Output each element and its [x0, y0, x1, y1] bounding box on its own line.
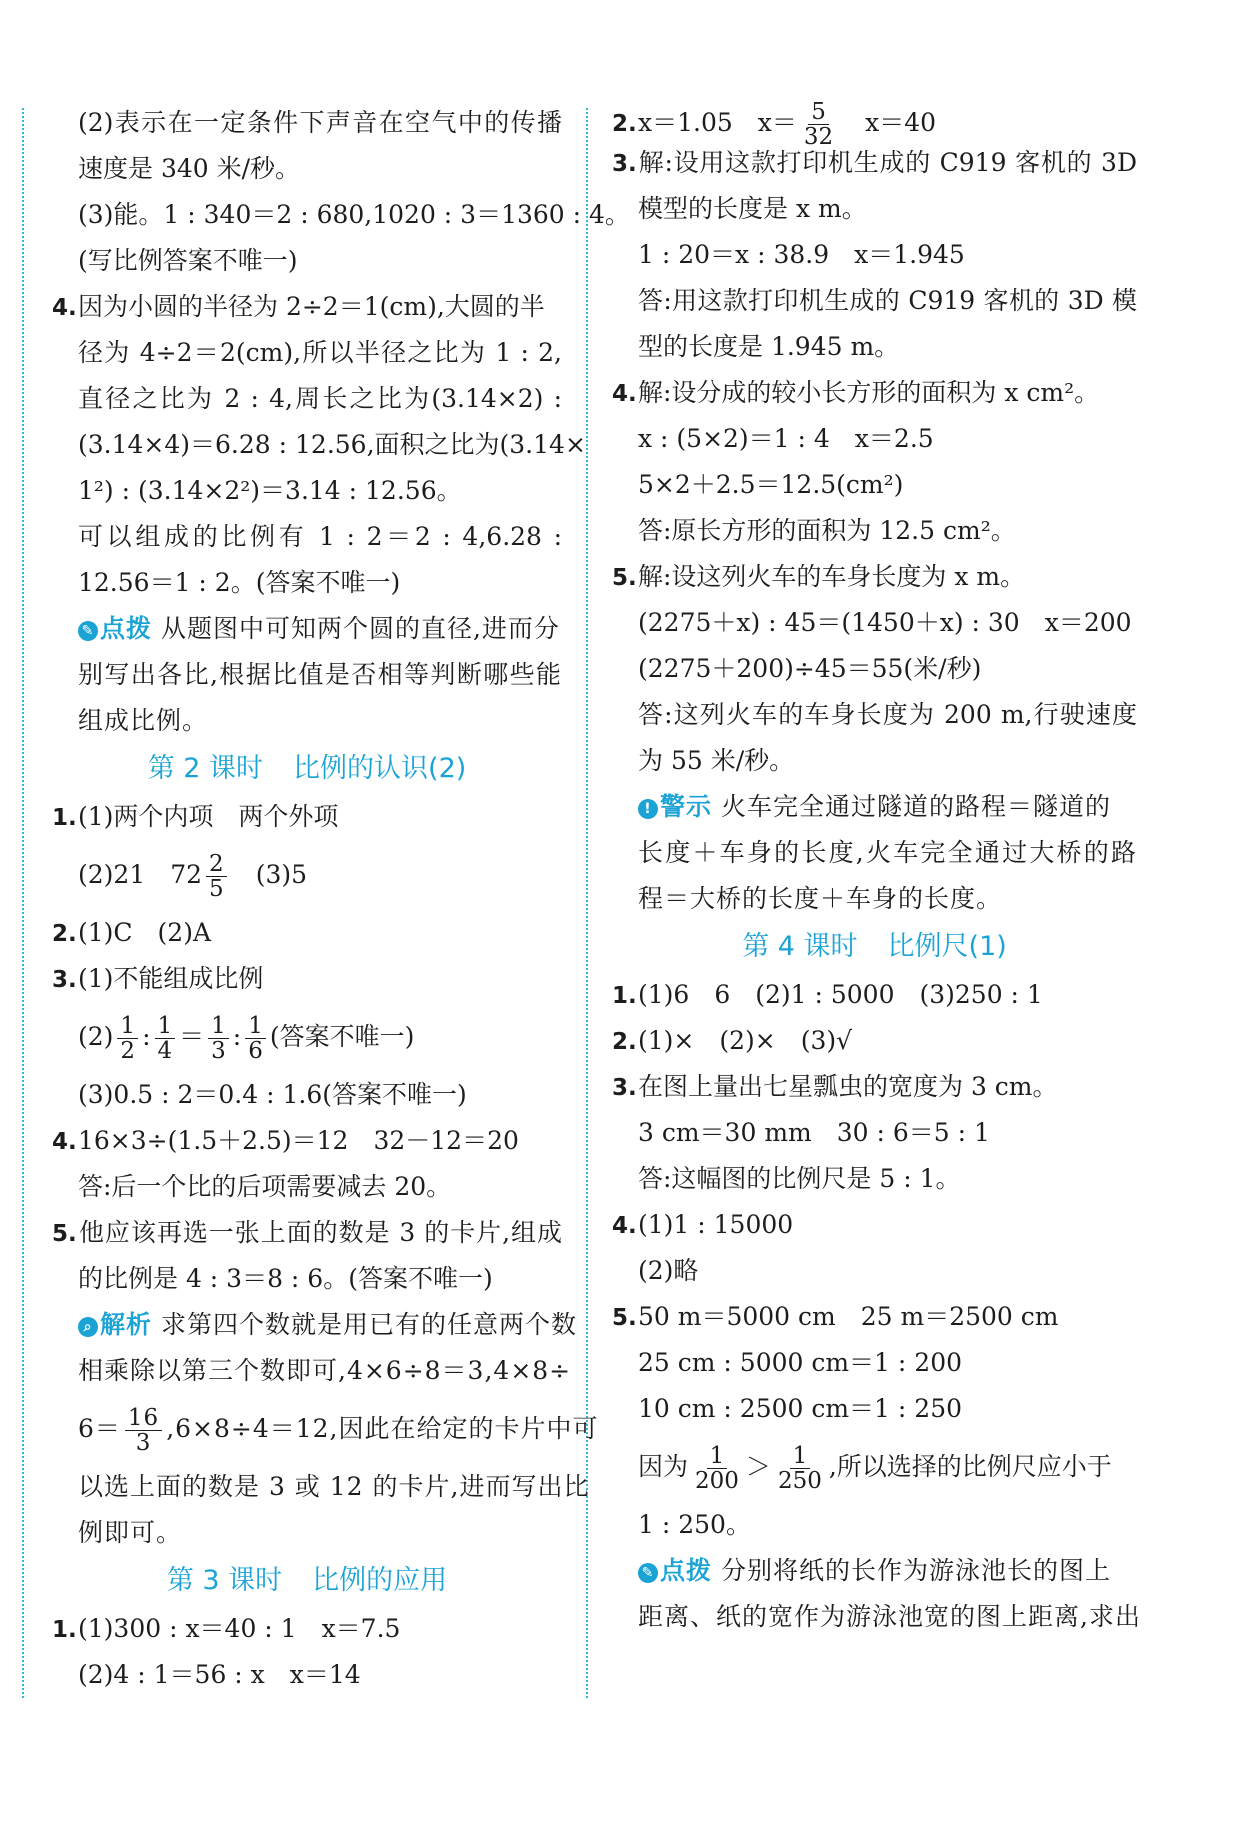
answer-line: 答:原长方形的面积为 12.5 cm²。: [638, 516, 1016, 545]
question-number: 1.: [612, 983, 637, 1009]
fraction: $\frac{1}{3}$: [208, 1014, 229, 1063]
question-number: 3.: [612, 151, 637, 177]
s4-question-3: 3.在图上量出七星瓢虫的宽度为 3 cm。: [612, 1064, 1137, 1110]
answer-line: 12.56＝1 : 2。(答案不唯一): [78, 568, 401, 597]
question-number: 5.: [612, 1305, 637, 1331]
fraction: $\frac{1}{250}$: [777, 1442, 822, 1494]
question-number: 4.: [52, 1129, 77, 1155]
tip-line: 组成比例。: [78, 706, 209, 735]
fraction: $\frac{2}{5}$: [206, 852, 227, 901]
question-3: 3.解:设用这款打印机生成的 C919 客机的 3D: [612, 140, 1137, 186]
fraction: $\frac{16}{3}$: [125, 1406, 162, 1455]
answer-line: 为 55 米/秒。: [638, 746, 795, 775]
answer-line: 1 : 20＝x : 38.9 x＝1.945: [638, 240, 965, 269]
question-5: 5.解:设这列火车的车身长度为 x m。: [612, 554, 1137, 600]
magnifier-badge-icon: ⌕: [78, 1317, 98, 1337]
question-number: 4.: [52, 295, 77, 321]
analysis-note: ⌕ 解析 求第四个数就是用已有的任意两个数: [52, 1302, 562, 1348]
s2-question-2: [52, 910, 562, 956]
s2-question-5: [52, 1210, 562, 1256]
answer-line: 型的长度是 1.945 m。: [638, 332, 900, 361]
s4-question-1: 1.(1)6 6 (2)1 : 5000 (3)250 : 1: [612, 972, 1137, 1018]
answer-line: 1 : 250。: [638, 1510, 751, 1539]
section-heading-lesson-3: 第 3 课时 比例的应用: [166, 1565, 448, 1596]
answer-line: (2275＋200)÷45＝55(米/秒): [638, 654, 982, 683]
answer-line: (写比例答案不唯一): [78, 246, 298, 275]
question-4: [52, 284, 562, 330]
answer-line: 因为 $\frac{1}{200}$ ＞ $\frac{1}{250}$ ,所以选择的比例尺应小于: [638, 1442, 1112, 1494]
question-number: 2.: [52, 921, 77, 947]
analysis-label: ⌕ 解析: [78, 1310, 152, 1339]
fraction: $\frac{5}{32}$: [803, 99, 834, 151]
answer-line: 1²) : (3.14×2²)＝3.14 : 12.56。: [78, 476, 462, 505]
tip-label: ✎ 点拨: [638, 1556, 712, 1585]
section-heading-lesson-4: 第 4 课时 比例尺(1): [742, 931, 1007, 962]
answer-line: 模型的长度是 x m。: [638, 194, 867, 223]
answer-line: 25 cm : 5000 cm＝1 : 200: [638, 1348, 962, 1377]
left-column: [52, 100, 630, 1698]
answer-line: (2275＋x) : 45＝(1450＋x) : 30 x＝200: [638, 608, 1132, 637]
warning-note: ! 警示 火车完全通过隧道的路程＝隧道的: [612, 784, 1137, 830]
answer-line: (2)21 72 $\frac{2}{5}$ (3)5: [78, 850, 308, 902]
s4-question-2: 2.(1)× (2)× (3)√: [612, 1018, 1137, 1064]
question-4: 4.解:设分成的较小长方形的面积为 x cm²。: [612, 370, 1137, 416]
question-number: 3.: [612, 1075, 637, 1101]
tip-line: 距离、纸的宽作为游泳池宽的图上距离,求出: [638, 1602, 1141, 1631]
warning-label: ! 警示: [638, 792, 712, 821]
answer-line: 径为 4÷2＝2(cm),所以半径之比为 1 : 2,: [78, 338, 562, 367]
s4-question-4: 4.(1)1 : 15000: [612, 1202, 1137, 1248]
tip-note: ✎ 点拨 从题图中可知两个圆的直径,进而分: [52, 606, 562, 652]
answer-line: (2) $\frac{1}{2}$ : $\frac{1}{4}$ ＝ $\frac{1}{3}$ : $\frac{1}{6}$ (答案不唯一): [78, 1012, 415, 1064]
answer-line: 可以组成的比例有 1 : 2＝2 : 4,6.28 :: [78, 522, 562, 551]
question-number: 5.: [52, 1221, 77, 1247]
answer-line: 10 cm : 2500 cm＝1 : 250: [638, 1394, 962, 1423]
exclamation-badge-icon: !: [638, 799, 658, 819]
answer-line: x : (5×2)＝1 : 4 x＝2.5: [638, 424, 934, 453]
question-number: 4.: [612, 381, 637, 407]
warning-line: 程＝大桥的长度＋车身的长度。: [638, 884, 1003, 913]
fraction: $\frac{1}{6}$: [245, 1014, 266, 1063]
tip-note: ✎ 点拨 分别将纸的长作为游泳池长的图上: [612, 1548, 1137, 1594]
answer-line: 答:用这款打印机生成的 C919 客机的 3D 模: [638, 286, 1137, 315]
answer-line: (3)能。1 : 340＝2 : 680,1020 : 3＝1360 : 4。: [78, 200, 630, 229]
answer-text: 他应该再选一张上面的数是 3 的卡片,组成: [78, 1218, 562, 1247]
warning-line: 长度＋车身的长度,火车完全通过大桥的路: [638, 838, 1137, 867]
answer-line: (2)略: [638, 1256, 699, 1285]
answer-text: 因为小圆的半径为 2÷2＝1(cm),大圆的半: [78, 292, 545, 321]
answer-text: (1)不能组成比例: [78, 964, 264, 993]
answer-line: 5×2＋2.5＝12.5(cm²): [638, 470, 904, 499]
s3-question-1: [52, 1606, 562, 1652]
left-margin-rule: [22, 108, 24, 1698]
analysis-line: 相乘除以第三个数即可,4×6÷8＝3,4×8÷: [78, 1356, 572, 1385]
answer-line: 速度是 340 米/秒。: [78, 154, 301, 183]
answer-line: (2)表示在一定条件下声音在空气中的传播: [78, 108, 562, 137]
question-number: 1.: [52, 1617, 77, 1643]
fraction: $\frac{1}{2}$: [117, 1014, 138, 1063]
analysis-line: 以选上面的数是 3 或 12 的卡片,进而写出比: [78, 1472, 590, 1501]
question-number: 3.: [52, 967, 77, 993]
tip-line: 别写出各比,根据比值是否相等判断哪些能: [78, 660, 562, 689]
answer-line: 答:这幅图的比例尺是 5 : 1。: [638, 1164, 961, 1193]
answer-text: (1)C (2)A: [78, 918, 212, 947]
s2-question-3: [52, 956, 562, 1002]
answer-text: (1)两个内项 两个外项: [78, 802, 339, 831]
answer-line: (2)4 : 1＝56 : x x＝14: [78, 1660, 361, 1689]
question-2: 2.x＝1.05 x＝ $\frac{5}{32}$ x＝40: [612, 99, 937, 151]
answer-line: 的比例是 4 : 3＝8 : 6。(答案不唯一): [78, 1264, 493, 1293]
answer-line: 答:后一个比的后项需要减去 20。: [78, 1172, 452, 1201]
answer-line: 直径之比为 2 : 4,周长之比为(3.14×2) :: [78, 384, 562, 413]
fraction: $\frac{1}{4}$: [155, 1014, 176, 1063]
fraction: $\frac{1}{200}$: [695, 1442, 739, 1494]
question-number: 5.: [612, 565, 637, 591]
answer-text: 16×3÷(1.5＋2.5)＝12 32－12＝20: [78, 1126, 519, 1155]
section-heading-lesson-2: 第 2 课时 比例的认识(2): [147, 753, 467, 784]
answer-line: 3 cm＝30 mm 30 : 6＝5 : 1: [638, 1118, 990, 1147]
s4-question-5: 5.50 m＝5000 cm 25 m＝2500 cm: [612, 1294, 1137, 1340]
pencil-badge-icon: ✎: [638, 1563, 658, 1583]
question-number: 1.: [52, 805, 77, 831]
answer-text: (1)300 : x＝40 : 1 x＝7.5: [78, 1614, 401, 1643]
pencil-badge-icon: ✎: [78, 621, 98, 641]
question-number: 4.: [612, 1213, 637, 1239]
right-column: [612, 99, 1141, 1640]
tip-label: ✎ 点拨: [78, 614, 152, 643]
s2-question-1: [52, 794, 562, 840]
question-number: 2.: [612, 1029, 637, 1055]
s2-question-4: [52, 1118, 562, 1164]
question-number: 2.: [612, 111, 637, 138]
answer-line: (3.14×4)＝6.28 : 12.56,面积之比为(3.14×: [78, 430, 586, 459]
answer-line: (3)0.5 : 2＝0.4 : 1.6(答案不唯一): [78, 1080, 467, 1109]
analysis-line: 6＝ $\frac{16}{3}$ ,6×8÷4＝12,因此在给定的卡片中可: [78, 1404, 599, 1456]
analysis-line: 例即可。: [78, 1518, 183, 1547]
answer-line: 答:这列火车的车身长度为 200 m,行驶速度: [638, 700, 1137, 729]
